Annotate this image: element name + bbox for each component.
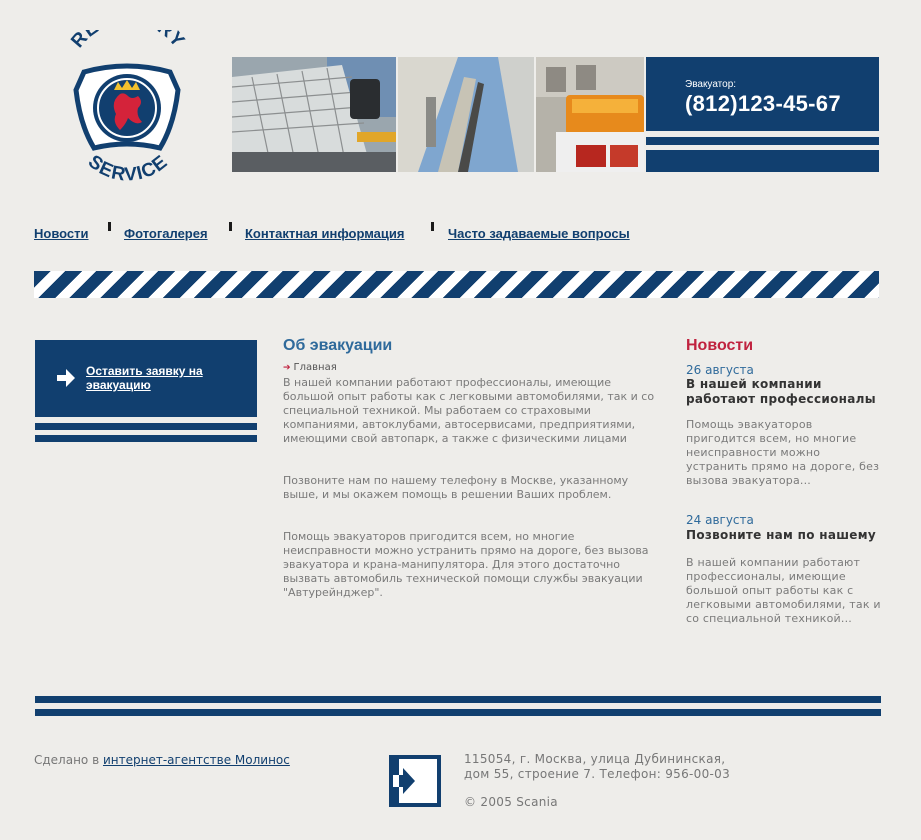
- svg-text:SERVICE: [84, 151, 172, 185]
- phone-label: Эвакуатор:: [685, 79, 737, 90]
- request-stripe-1: [35, 423, 257, 430]
- arrow-right-icon: [55, 367, 77, 389]
- request-evacuation-link[interactable]: Оставить заявку на эвакуацию: [86, 364, 203, 392]
- content-paragraph-1: В нашей компании работают профессионалы, имеющие большой опыт работы как с легковыми автомобилями, так и со специальной техникой. Мы работаем со страховыми компаниями, автоклубами, автосервисами, предприятиями, имеющими свой автопарк, а также с физическими лицами: [283, 376, 655, 445]
- content-paragraph-2: Позвоните нам по нашему телефону в Москве, указанному выше, и мы окажем помощь в решении Ваших проблем.: [283, 474, 629, 501]
- header-photo-beacon: [536, 57, 644, 172]
- address-line-2: дом 55, строение 7. Телефон: 956-00-03: [464, 767, 731, 781]
- nav-photo-gallery[interactable]: Фотогалерея: [124, 226, 208, 241]
- news-date: 26 августа: [686, 363, 754, 377]
- nav-separator: [108, 222, 111, 231]
- news-headline-link[interactable]: Позвоните нам по нашему: [686, 528, 876, 542]
- footer-credits: [34, 753, 290, 767]
- enter-icon: [389, 755, 441, 807]
- svg-text:RECOVERY: [67, 30, 189, 52]
- copyright: © 2005 Scania: [464, 795, 558, 809]
- news-title: Новости: [686, 337, 754, 354]
- news-headline-link[interactable]: В нашей компании работают профессионалы: [686, 377, 876, 406]
- nav-news[interactable]: Новости: [34, 226, 89, 241]
- nav-separator: [229, 222, 232, 231]
- diagonal-stripe-divider: [34, 271, 879, 298]
- header-photo-truck-grille: [232, 57, 396, 172]
- nav-faq[interactable]: Часто задаваемые вопросы: [448, 226, 630, 241]
- phone-number: (812)123-45-67: [685, 91, 841, 116]
- header-photo-crane: [398, 57, 534, 172]
- nav-contacts[interactable]: Контактная информация: [245, 226, 405, 241]
- breadcrumb-arrow-icon: ➔: [283, 363, 291, 373]
- logo-bottom-text: SERVICE: [83, 151, 173, 186]
- footer-stripe-2: [35, 709, 881, 716]
- footer-address: [464, 752, 730, 782]
- page-title: Об эвакуации: [283, 337, 393, 354]
- griffin-logo-icon: [62, 30, 192, 190]
- nav-separator: [431, 222, 434, 231]
- request-stripe-2: [35, 435, 257, 442]
- footer-made-prefix: Сделано в: [34, 753, 100, 767]
- breadcrumb: [283, 362, 337, 373]
- request-evacuation-box: [35, 340, 257, 417]
- address-line-1: 115054, г. Москва, улица Дубининская,: [464, 752, 726, 766]
- news-excerpt: Помощь эвакуаторов пригодится всем, но многие неисправности можно устранить прямо на дороге, без вызова эвакуатора...: [686, 418, 880, 487]
- agency-link[interactable]: интернет-агентстве Молинос: [102, 753, 290, 767]
- phone-stripe-1: [646, 137, 879, 145]
- recovery-service-logo[interactable]: [62, 30, 192, 190]
- phone-block: [646, 57, 879, 131]
- footer-stripe-1: [35, 696, 881, 703]
- breadcrumb-home-link[interactable]: Главная: [293, 362, 337, 373]
- news-excerpt: В нашей компании работают профессионалы, имеющие большой опыт работы как с легковыми автомобилями, так и со специальной техникой...: [686, 556, 881, 625]
- logo-top-text: R Y: [67, 30, 189, 52]
- phone-stripe-2: [646, 150, 879, 172]
- content-paragraph-3: Помощь эвакуаторов пригодится всем, но многие неисправности можно устранить прямо на дороге, без вызова эвакуатора и крана-манипулятора. Для этого достаточно вызвать автомобиль технической помощи службы эвакуации "Автурейнджер".: [283, 530, 649, 599]
- news-date: 24 августа: [686, 513, 754, 527]
